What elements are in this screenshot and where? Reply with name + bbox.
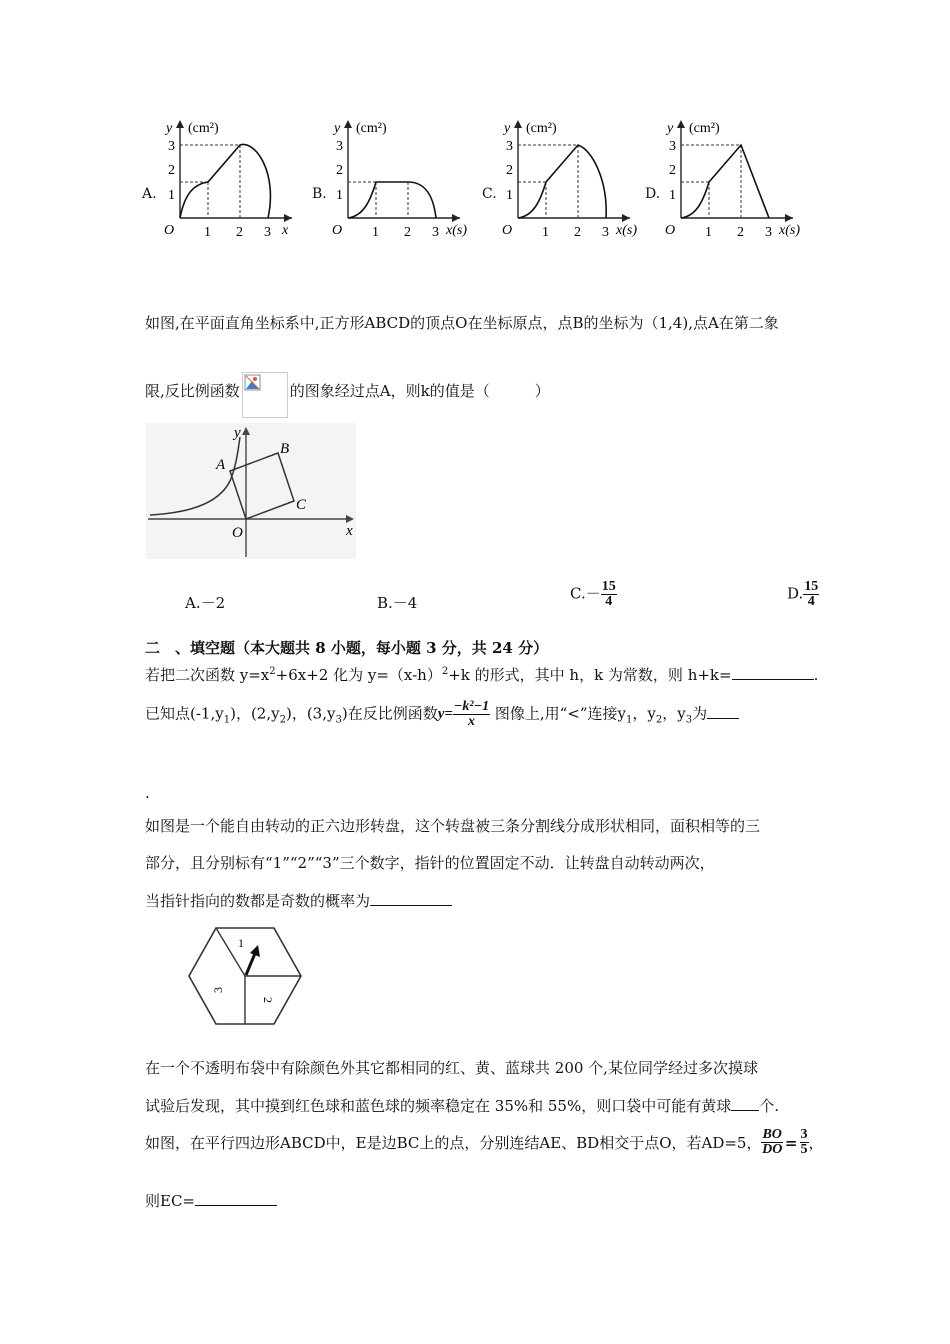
option-letter: D. [645,186,661,202]
x-tick: 1 [542,225,549,240]
numerator: 15 [601,579,616,594]
x-tick: 3 [602,225,609,240]
denominator: 4 [807,594,815,609]
formula-y: y= [437,706,453,722]
subscript: 2 [279,714,286,726]
x-tick: 2 [574,225,581,240]
line2-post: 的图象经过点A，则k的值是（ ） [289,382,550,400]
unit-label: (cm²) [526,121,557,136]
x-axis-label: x(s) [446,223,467,238]
denominator: 4 [605,594,613,609]
spinner-text: 当指针指向的数都是奇数的概率为 [145,892,371,910]
formula-fraction [453,700,490,729]
y-tick: 1 [168,188,175,203]
option-a: A.－2 [185,594,226,612]
line2-pre: 限,反比例函数 [145,382,240,400]
fraction [601,580,617,609]
y-tick: 1 [336,188,343,203]
x-tick: 2 [404,225,411,240]
option-letter: C. [482,186,497,202]
x-tick: 2 [236,225,243,240]
denominator: x [468,714,475,729]
balls-end: 个. [759,1097,780,1115]
point-a-label: A [216,457,226,473]
question-parallelogram-line2 [145,1190,277,1211]
inverse-text: 已知点(-1,y [145,704,224,723]
denominator: DO [762,1142,783,1157]
superscript: 2 [269,666,276,677]
subscript: 3 [685,714,693,726]
subscript: 1 [223,714,231,726]
parallelogram-text: 如图，在平行四边形ABCD中，E是边BC上的点，分别连结AE、BD相交于点O，若AD=5， [145,1134,762,1152]
subscript: 2 [655,714,663,726]
square-figure [146,423,356,559]
inverse-text: )，(2,y [230,704,280,723]
y-axis-label: y [334,121,341,136]
question-spinner-line3 [145,890,452,911]
question-spinner-line2: 部分，且分别标有“1”“2”“3”三个数字，指针的位置固定不动．让转盘自动转动两次， [145,854,715,872]
inverse-text: )在反比例函数 [341,704,438,723]
y-tick: 2 [506,163,513,178]
y-tick: 1 [506,188,513,203]
option-letter: B. [312,186,327,202]
parallelogram-text: 则EC= [145,1192,195,1210]
question-parallelogram-line1 [145,1128,824,1157]
subscript: 3 [335,714,342,726]
x-axis-label: x [346,523,353,539]
option-d [787,580,819,609]
origin-label: O [502,223,513,238]
question-balls-line2 [145,1095,779,1116]
graph-c-figure [498,112,653,247]
spinner-figure [186,925,304,1027]
graph-options-row [140,112,820,247]
graph-option-c [480,112,650,247]
fraction-3-5 [800,1128,809,1157]
answer-blank[interactable] [731,1096,759,1111]
inverse-text: 为 [692,704,708,723]
quadratic-part1: 若把二次函数 y=x [145,666,270,684]
numerator: 3 [800,1127,808,1142]
equals-sign: = [784,1133,798,1152]
graph-option-d [643,112,820,247]
subscript: 1 [626,714,633,726]
broken-image-icon [242,372,288,418]
question-spinner-line1: 如图是一个能自由转动的正六边形转盘，这个转盘被三条分割线分成形状相同，面积相等的三 [145,817,761,835]
y-tick: 2 [168,163,175,178]
y-tick: 2 [669,163,676,178]
graph-d-figure [661,112,819,247]
y-axis-label: y [234,425,241,441]
x-tick: 2 [737,225,744,240]
x-tick: 1 [372,225,379,240]
x-tick: 3 [765,225,772,240]
graph-b-figure [328,112,483,247]
quadratic-part2: +6x+2 化为 y=（x-h） [275,666,442,684]
y-axis-label: y [166,121,173,136]
section-title: 二 、填空题（本大题共 8 小题，每小题 3 分，共 24 分） [145,639,549,657]
unit-label: (cm²) [689,121,720,136]
question-balls-line1: 在一个不透明布袋中有除颜色外其它都相同的红、黄、蓝球共 200 个,某位同学经过多次摸球 [145,1059,758,1077]
option-d-label: D. [787,584,804,603]
y-tick: 3 [168,139,175,154]
graph-option-a [140,112,300,247]
answer-blank[interactable] [370,891,452,906]
period: . [813,666,819,684]
question-quadratic [145,664,818,685]
option-letter: A. [142,186,157,202]
graph-option-b [310,112,480,247]
option-c-label: C.－ [570,584,601,603]
point-c-label: C [296,497,307,513]
y-axis-label: y [504,121,511,136]
answer-blank[interactable] [732,665,814,680]
sector-label-2: 2 [261,997,275,1003]
balls-text: 试验后发现，其中摸到红色球和蓝色球的频率稳定在 35%和 55%，则口袋中可能有黄球 [145,1097,732,1115]
numerator: BO [762,1127,782,1142]
fraction [803,580,819,609]
origin-label: O [164,223,175,238]
inverse-text: 图像上,用“<”连接y [494,704,627,723]
origin-label: O [332,223,343,238]
y-tick: 1 [669,188,676,203]
x-tick: 1 [204,225,211,240]
option-c [570,580,617,609]
period: . [145,784,150,802]
numerator: 15 [804,579,819,594]
x-tick: 1 [705,225,712,240]
unit-label: (cm²) [188,121,219,136]
y-tick: 2 [336,163,343,178]
superscript: 2 [441,666,449,677]
fraction-bo-do [761,1128,782,1157]
x-tick: 3 [432,225,439,240]
x-axis-label: x(s) [779,223,800,238]
y-axis-label: y [667,121,674,136]
y-tick: 3 [669,139,676,154]
origin-label: O [232,525,243,541]
x-axis-label: x [282,223,289,238]
inverse-text: ，y [662,704,686,723]
answer-blank[interactable] [195,1191,277,1206]
inverse-text: )，(3,y [285,704,336,723]
origin-label: O [665,223,676,238]
sector-label-1: 1 [238,936,244,950]
answer-blank[interactable] [707,704,739,719]
question-inverse [145,700,739,729]
comma: ， [808,1134,824,1152]
denominator: 5 [800,1142,808,1157]
numerator: −k²−1 [453,699,490,714]
question-square-line1: 如图,在平面直角坐标系中,正方形ABCD的顶点O在坐标原点，点B的坐标为（1,4),点A在第二象 [145,314,779,332]
inverse-text: ，y [632,704,656,723]
sector-label-3: 3 [211,987,225,993]
unit-label: (cm²) [356,121,387,136]
x-axis-label: x(s) [616,223,637,238]
quadratic-part3: +k 的形式，其中 h，k 为常数，则 h+k= [448,666,732,684]
graph-a-figure [160,112,300,247]
y-tick: 3 [336,139,343,154]
x-tick: 3 [264,225,271,240]
function-formula [438,700,490,729]
option-b: B.－4 [377,594,418,612]
y-tick: 3 [506,139,513,154]
question-square-line2 [145,372,550,408]
point-b-label: B [280,441,290,457]
